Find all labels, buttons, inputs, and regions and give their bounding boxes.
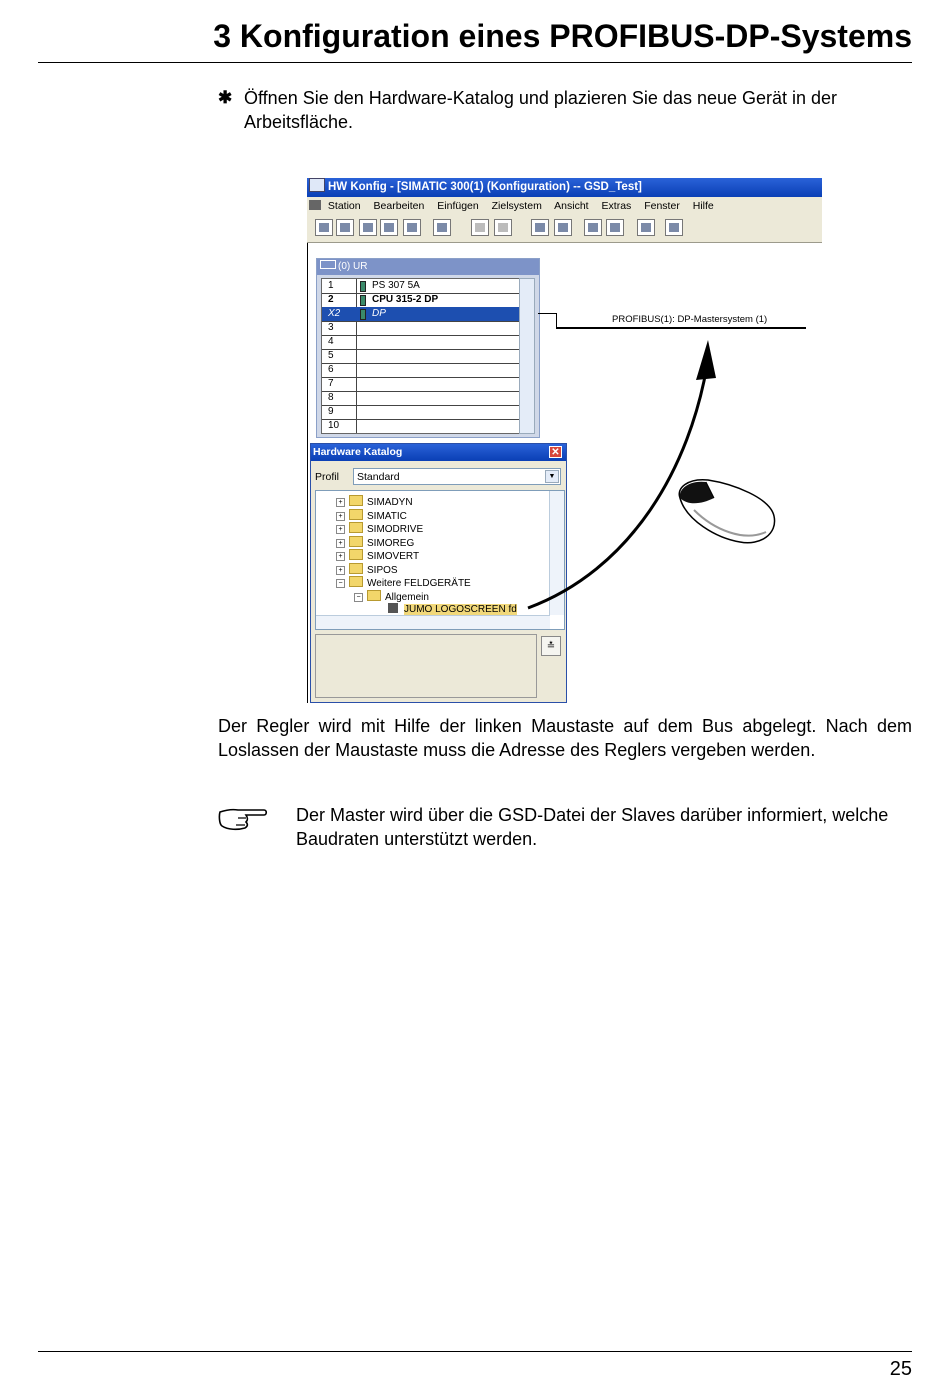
expand-icon[interactable]: + <box>336 566 345 575</box>
collapse-icon[interactable]: − <box>336 579 345 588</box>
note-text: Der Master wird über die GSD-Datei der Slaves darüber informiert, welche Baudraten unterstützt werden. <box>296 805 889 849</box>
tree-item-label: JUMO LOGOSCREEN fd <box>404 604 517 615</box>
app-icon <box>309 178 325 192</box>
folder-icon <box>349 495 363 506</box>
rack-slot: 3 <box>328 322 334 333</box>
rack-row[interactable] <box>322 293 520 308</box>
catalog-title: Hardware Katalog <box>313 446 403 458</box>
rack-module: DP <box>372 308 386 319</box>
tree-item[interactable] <box>336 509 407 523</box>
footer-rule <box>38 1351 912 1352</box>
profibus-label: PROFIBUS(1): DP-Mastersystem (1) <box>612 314 768 325</box>
rack-slot: 8 <box>328 392 334 403</box>
header-rule <box>38 62 912 63</box>
tree-item[interactable] <box>336 549 419 563</box>
toolbar <box>307 215 822 243</box>
rack-module: CPU 315-2 DP <box>372 294 439 305</box>
folder-icon <box>349 576 363 587</box>
rack-icon <box>320 260 336 269</box>
profil-value: Standard <box>357 471 400 483</box>
computer-mouse-icon <box>674 476 778 548</box>
rack-row[interactable] <box>322 405 520 420</box>
window-icon[interactable] <box>606 219 624 236</box>
upload-icon[interactable] <box>554 219 572 236</box>
rack-slot: X2 <box>328 308 341 319</box>
bus-connector <box>538 313 557 328</box>
tree-item-label: SIMATIC <box>367 510 407 522</box>
rack-slot: 7 <box>328 378 334 389</box>
tree-item-label: SIMADYN <box>367 497 413 508</box>
rack-row[interactable] <box>322 335 520 350</box>
tree-item-label: Allgemein <box>385 591 429 603</box>
drag-arrow-icon <box>520 330 720 620</box>
rack-title: (0) UR <box>338 261 368 272</box>
chevron-down-icon[interactable]: ▼ <box>545 470 559 483</box>
expand-icon[interactable]: + <box>336 512 345 521</box>
folder-icon <box>349 536 363 547</box>
step-marker: ✱ <box>218 88 233 107</box>
rack-row[interactable] <box>322 279 520 294</box>
catalog-horizontal-scrollbar[interactable] <box>316 615 550 629</box>
catalog-info-panel <box>315 634 537 698</box>
module-icon <box>360 309 366 320</box>
module-icon <box>360 295 366 306</box>
menu-zielsystem[interactable]: Zielsystem <box>491 200 542 212</box>
page-title: 3 Konfiguration eines PROFIBUS-DP-Systems <box>213 18 912 54</box>
rack-slot: 9 <box>328 406 334 417</box>
copy-icon[interactable] <box>471 219 489 236</box>
profibus-line[interactable] <box>556 327 806 329</box>
rack-slot: 6 <box>328 364 334 375</box>
tree-item-label: Weitere FELDGERÄTE <box>367 578 471 589</box>
rack-slot: 10 <box>328 420 340 431</box>
paragraph: Der Regler wird mit Hilfe der linken Maustaste auf dem Bus abgelegt. Nach dem Loslassen der Maustaste muss die Adresse des Reglers vergeben werden. <box>218 716 912 760</box>
pointing-hand-icon <box>218 806 268 832</box>
tree-item-label: SIPOS <box>367 564 398 576</box>
window-titlebar <box>307 178 822 197</box>
rack-slot: 2 <box>328 294 334 305</box>
rack-row[interactable] <box>322 391 520 406</box>
catalog-toggle-button[interactable]: ≛ <box>541 636 561 656</box>
online-open-icon[interactable] <box>359 219 377 236</box>
expand-icon[interactable]: + <box>336 525 345 534</box>
tree-item[interactable] <box>354 590 429 604</box>
tree-item[interactable] <box>336 495 413 509</box>
print-icon[interactable] <box>433 219 451 236</box>
expand-icon[interactable]: + <box>336 498 345 507</box>
page-number: 25 <box>889 1358 912 1380</box>
window-title: HW Konfig - [SIMATIC 300(1) (Konfiguration) -- GSD_Test] <box>328 181 642 193</box>
menu-fenster[interactable]: Fenster <box>644 200 680 212</box>
menu-app-icon <box>309 200 321 210</box>
menu-ansicht[interactable]: Ansicht <box>554 200 589 212</box>
rack-window <box>316 258 540 438</box>
collapse-icon[interactable]: − <box>354 593 363 602</box>
rack-titlebar <box>317 259 539 275</box>
menu-bearbeiten[interactable]: Bearbeiten <box>373 200 425 212</box>
rack-row[interactable] <box>322 377 520 392</box>
download-icon[interactable] <box>531 219 549 236</box>
profil-label: Profil <box>315 471 339 483</box>
tree-item-label: SIMOVERT <box>367 551 420 562</box>
tree-item[interactable] <box>336 563 398 577</box>
tree-item-label: SIMOREG <box>367 537 415 549</box>
save-compile-icon[interactable] <box>403 219 421 236</box>
network-icon[interactable] <box>637 219 655 236</box>
folder-icon <box>349 563 363 574</box>
tree-item[interactable] <box>336 536 414 550</box>
tree-item-label: SIMODRIVE <box>367 524 424 535</box>
open-icon[interactable] <box>336 219 354 236</box>
rack-row[interactable] <box>322 349 520 364</box>
menu-hilfe[interactable]: Hilfe <box>692 200 714 212</box>
menu-extras[interactable]: Extras <box>601 200 632 212</box>
folder-icon <box>367 590 381 601</box>
rack-row[interactable] <box>322 321 520 336</box>
device-icon <box>388 603 398 613</box>
tree-item[interactable] <box>336 522 423 536</box>
new-icon[interactable] <box>315 219 333 236</box>
save-icon[interactable] <box>380 219 398 236</box>
rack-slot: 5 <box>328 350 334 361</box>
menu-station[interactable]: Station <box>327 200 361 212</box>
tree-item[interactable] <box>336 576 471 590</box>
step-text: Öffnen Sie den Hardware-Katalog und plazieren Sie das neue Gerät in der Arbeitsfläche. <box>244 88 838 132</box>
folder-icon <box>349 509 363 520</box>
folder-icon <box>349 549 363 560</box>
rack-slot: 4 <box>328 336 334 347</box>
catalog-icon[interactable] <box>584 219 602 236</box>
menu-einfuegen[interactable]: Einfügen <box>437 200 479 212</box>
expand-icon[interactable]: + <box>336 539 345 548</box>
module-icon <box>360 281 366 292</box>
rack-slot: 1 <box>328 280 334 291</box>
help-icon[interactable] <box>665 219 683 236</box>
rack-module: PS 307 5A <box>372 280 420 291</box>
rack-table <box>321 278 521 434</box>
rack-row-selected[interactable] <box>322 307 520 322</box>
rack-row[interactable] <box>322 419 520 433</box>
close-icon[interactable]: ✕ <box>549 446 562 458</box>
paste-icon[interactable] <box>494 219 512 236</box>
menu-bar <box>307 197 822 215</box>
rack-row[interactable] <box>322 363 520 378</box>
folder-icon <box>349 522 363 533</box>
expand-icon[interactable]: + <box>336 552 345 561</box>
